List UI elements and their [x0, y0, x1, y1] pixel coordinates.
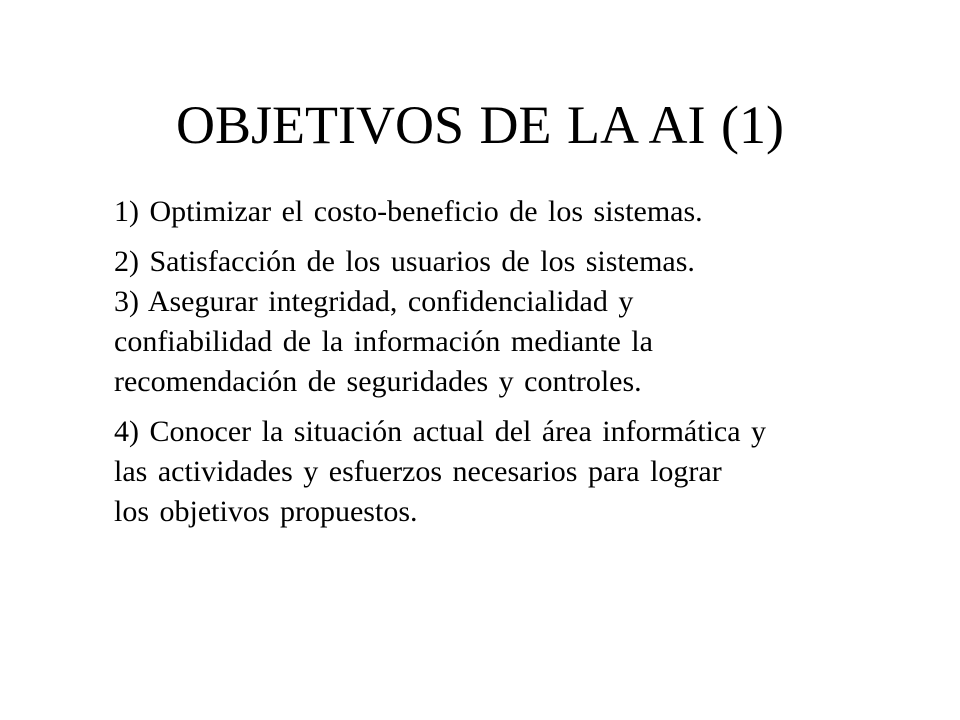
list-item-3-line-1: 4) Conocer la situación actual del área informática y: [114, 415, 767, 448]
slide-title: OBJETIVOS DE LA AI (1): [176, 95, 784, 155]
slide-body: [114, 192, 914, 542]
list-item-2: [114, 242, 914, 402]
list-item-2-line-1: 2) Satisfacción de los usuarios de los sistemas.: [114, 245, 695, 278]
list-item-2-line-4: recomendación de seguridades y controles.: [114, 365, 642, 398]
list-item-2-line-3: confiabilidad de la información mediante la: [114, 325, 653, 358]
list-item-3-line-2: las actividades y esfuerzos necesarios para lograr: [114, 455, 722, 488]
list-item-2-line-2: 3) Asegurar integridad, confidencialidad y: [114, 285, 634, 318]
list-item-3-line-3: los objetivos propuestos.: [114, 495, 418, 528]
list-item-1-line-1: 1) Optimizar el costo-beneficio de los sistemas.: [114, 195, 703, 228]
list-item-3: [114, 412, 914, 532]
list-item-1: [114, 192, 914, 232]
